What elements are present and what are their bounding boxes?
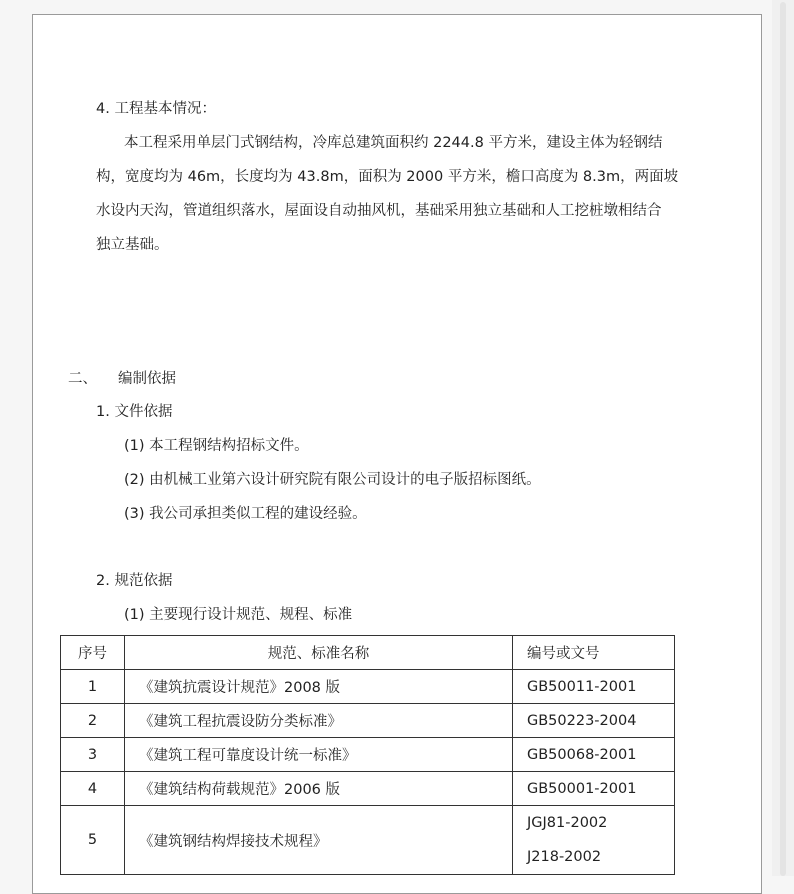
scrollbar-thumb[interactable] <box>780 2 786 876</box>
paragraph-line-4: 独立基础。 <box>96 237 169 253</box>
row-code-secondary: J218-2002 <box>527 849 602 865</box>
table-header-row <box>61 636 675 670</box>
paragraph-line-1: 本工程采用单层门式钢结构，冷库总建筑面积约 2244.8 平方米，建设主体为轻钢结 <box>124 135 663 151</box>
paragraph-line-2: 构，宽度均为 46m，长度均为 43.8m，面积为 2000 平方米，檐口高度为 8.3m，两面坡 <box>96 169 679 185</box>
row-name: 《建筑抗震设计规范》2008 版 <box>125 670 513 704</box>
row-no: 2 <box>61 704 125 738</box>
row-no: 5 <box>61 806 125 875</box>
row-code: GB50068-2001 <box>513 738 675 772</box>
file-basis-item-1: (1) 本工程钢结构招标文件。 <box>124 438 309 454</box>
table-row <box>61 772 675 806</box>
row-no: 3 <box>61 738 125 772</box>
norms-basis-subheading: (1) 主要现行设计规范、规程、标准 <box>124 607 353 623</box>
row-name: 《建筑钢结构焊接技术规程》 <box>125 806 513 875</box>
row-code-cell <box>513 806 675 875</box>
file-basis-item-2: (2) 由机械工业第六设计研究院有限公司设计的电子版招标图纸。 <box>124 472 541 488</box>
row-code: JGJ81-2002 <box>527 815 608 831</box>
header-code: 编号或文号 <box>513 636 675 670</box>
section-4-heading: 4. 工程基本情况： <box>96 101 216 117</box>
header-name: 规范、标准名称 <box>125 636 513 670</box>
row-code: GB50223-2004 <box>513 704 675 738</box>
section-title: 编制依据 <box>118 371 176 387</box>
row-name: 《建筑工程抗震设防分类标准》 <box>125 704 513 738</box>
table-row <box>61 670 675 704</box>
standards-table <box>60 635 675 875</box>
row-code: GB50001-2001 <box>513 772 675 806</box>
norms-basis-heading: 2. 规范依据 <box>96 573 173 589</box>
file-basis-item-3: (3) 我公司承担类似工程的建设经验。 <box>124 506 367 522</box>
scrollbar-track[interactable] <box>772 0 794 876</box>
section-number: 二、 <box>68 371 97 387</box>
header-no: 序号 <box>61 636 125 670</box>
row-code: GB50011-2001 <box>513 670 675 704</box>
paragraph-line-3: 水设内天沟，管道组织落水，屋面设自动抽风机，基础采用独立基础和人工挖桩墩相结合 <box>96 203 662 219</box>
row-no: 4 <box>61 772 125 806</box>
row-name: 《建筑工程可靠度设计统一标准》 <box>125 738 513 772</box>
table-row <box>61 738 675 772</box>
row-no: 1 <box>61 670 125 704</box>
row-name: 《建筑结构荷载规范》2006 版 <box>125 772 513 806</box>
table-row <box>61 704 675 738</box>
file-basis-heading: 1. 文件依据 <box>96 404 173 420</box>
table-row <box>61 806 675 875</box>
